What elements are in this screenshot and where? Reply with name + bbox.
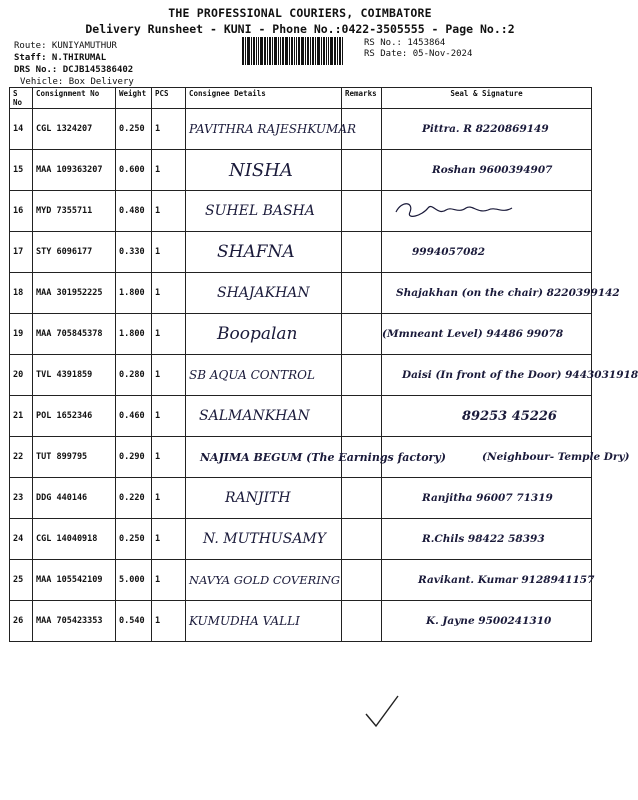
signature: Roshan 9600394907	[382, 150, 592, 191]
table-row	[10, 396, 592, 437]
sno: 16	[10, 191, 33, 232]
consignee-handwritten: NAVYA GOLD COVERING	[189, 573, 341, 587]
weight: 0.250	[116, 519, 152, 560]
signature: Pittra. R 8220869149	[382, 109, 592, 150]
signature: (Mmneant Level) 94486 99078	[382, 314, 592, 355]
delivery-table	[9, 87, 638, 642]
table-row	[10, 273, 592, 314]
signature: (Neighbour- Temple Dry)	[382, 437, 592, 478]
table-row	[10, 478, 592, 519]
pcs: 1	[152, 150, 186, 191]
consignment-no: MAA 109363207	[33, 150, 116, 191]
pcs: 1	[152, 355, 186, 396]
remarks	[342, 355, 382, 396]
consignment-no: TUT 899795	[33, 437, 116, 478]
signature: Daisi (In front of the Door) 9443031918	[382, 355, 592, 396]
consignment-no: MAA 105542109	[33, 560, 116, 601]
consignee-handwritten: SB AQUA CONTROL	[189, 368, 315, 382]
col-remarks: Remarks	[342, 88, 382, 109]
consignment-no: STY 6096177	[33, 232, 116, 273]
remarks	[342, 396, 382, 437]
table-row	[10, 560, 592, 601]
col-sno: S No	[10, 88, 33, 109]
weight: 1.800	[116, 273, 152, 314]
consignment-no: MAA 705423353	[33, 601, 116, 642]
table-row	[10, 314, 592, 355]
barcode	[242, 37, 358, 65]
consignee-handwritten: PAVITHRA RAJESHKUMAR	[189, 122, 357, 136]
rs-info	[364, 38, 472, 60]
pcs: 1	[152, 437, 186, 478]
consignment-no: DDG 440146	[33, 478, 116, 519]
weight: 0.330	[116, 232, 152, 273]
weight: 0.250	[116, 109, 152, 150]
signature: Ranjitha 96007 71319	[382, 478, 592, 519]
pcs: 1	[152, 314, 186, 355]
table-row	[10, 191, 592, 232]
consignment-no: CGL 1324207	[33, 109, 116, 150]
pcs: 1	[152, 191, 186, 232]
col-consignee: Consignee Details	[186, 88, 342, 109]
weight: 0.600	[116, 150, 152, 191]
vehicle: Vehicle: Box Delivery	[20, 77, 134, 87]
sno: 20	[10, 355, 33, 396]
consignee-handwritten: N. MUTHUSAMY	[203, 531, 327, 547]
signature: Ravikant. Kumar 9128941157	[382, 560, 592, 601]
consignee-handwritten: Boopalan	[217, 324, 298, 344]
pcs: 1	[152, 519, 186, 560]
signature: Shajakhan (on the chair) 8220399142	[382, 273, 592, 314]
weight: 0.460	[116, 396, 152, 437]
weight: 0.480	[116, 191, 152, 232]
remarks	[342, 519, 382, 560]
route-info	[14, 40, 134, 88]
table-row	[10, 109, 592, 150]
pcs: 1	[152, 560, 186, 601]
consignment-no: MAA 705845378	[33, 314, 116, 355]
consignee-handwritten: SHAJAKHAN	[217, 285, 310, 301]
checkmark-icon	[362, 690, 402, 730]
sno: 21	[10, 396, 33, 437]
route: Route: KUNIYAMUTHUR	[14, 41, 117, 51]
signature: 9994057082	[382, 232, 592, 273]
consignee-handwritten: NAJIMA BEGUM (The Earnings factory)	[186, 437, 342, 478]
weight: 5.000	[116, 560, 152, 601]
pcs: 1	[152, 273, 186, 314]
table-row	[10, 519, 592, 560]
sno: 18	[10, 273, 33, 314]
sno: 15	[10, 150, 33, 191]
table-row	[10, 232, 592, 273]
consignee-handwritten: SHAFNA	[217, 242, 295, 262]
sno: 24	[10, 519, 33, 560]
consignment-no: MAA 301952225	[33, 273, 116, 314]
weight: 0.540	[116, 601, 152, 642]
sno: 19	[10, 314, 33, 355]
consignment-no: POL 1652346	[33, 396, 116, 437]
runsheet-title: Delivery Runsheet - KUNI - Phone No.:0422-3505555 - Page No.:2	[85, 22, 515, 36]
table-header	[10, 88, 592, 109]
consignment-no: TVL 4391859	[33, 355, 116, 396]
table-row	[10, 355, 592, 396]
table-row	[10, 601, 592, 642]
pcs: 1	[152, 601, 186, 642]
sno: 17	[10, 232, 33, 273]
rs-date: RS Date: 05-Nov-2024	[364, 49, 473, 59]
sno: 14	[10, 109, 33, 150]
sno: 23	[10, 478, 33, 519]
remarks	[342, 150, 382, 191]
signature: K. Jayne 9500241310	[382, 601, 592, 642]
remarks	[342, 232, 382, 273]
pcs: 1	[152, 109, 186, 150]
remarks	[342, 191, 382, 232]
col-weight: Weight	[116, 88, 152, 109]
remarks	[342, 601, 382, 642]
pcs: 1	[152, 232, 186, 273]
table-row	[10, 150, 592, 191]
weight: 0.290	[116, 437, 152, 478]
consignee-handwritten: SUHEL BASHA	[205, 203, 315, 219]
company-title: THE PROFESSIONAL COURIERS, COIMBATORE	[168, 6, 432, 20]
consignment-no: CGL 14040918	[33, 519, 116, 560]
weight: 0.280	[116, 355, 152, 396]
consignee-handwritten: KUMUDHA VALLI	[189, 614, 300, 628]
remarks	[342, 273, 382, 314]
pcs: 1	[152, 478, 186, 519]
signature: R.Chils 98422 58393	[382, 519, 592, 560]
consignee-handwritten: RANJITH	[225, 490, 291, 506]
col-pcs: PCS	[152, 88, 186, 109]
sno: 22	[10, 437, 33, 478]
sno: 25	[10, 560, 33, 601]
col-signature: Seal & Signature	[382, 88, 592, 109]
remarks	[342, 560, 382, 601]
consignment-no: MYD 7355711	[33, 191, 116, 232]
staff: Staff: N.THIRUMAL	[14, 53, 107, 63]
drs-number: DRS No.: DCJB145386402	[14, 65, 134, 75]
consignee-handwritten: NISHA	[229, 159, 293, 181]
rs-number: RS No.: 1453864	[364, 38, 446, 48]
weight: 0.220	[116, 478, 152, 519]
handwritten-signature-mark	[392, 198, 532, 222]
pcs: 1	[152, 396, 186, 437]
weight: 1.800	[116, 314, 152, 355]
table-row	[10, 437, 592, 478]
signature	[382, 191, 592, 232]
consignee-handwritten: SALMANKHAN	[199, 408, 310, 424]
remarks	[342, 478, 382, 519]
remarks	[342, 314, 382, 355]
signature: 89253 45226	[382, 396, 592, 437]
sno: 26	[10, 601, 33, 642]
col-consignment: Consignment No	[33, 88, 116, 109]
